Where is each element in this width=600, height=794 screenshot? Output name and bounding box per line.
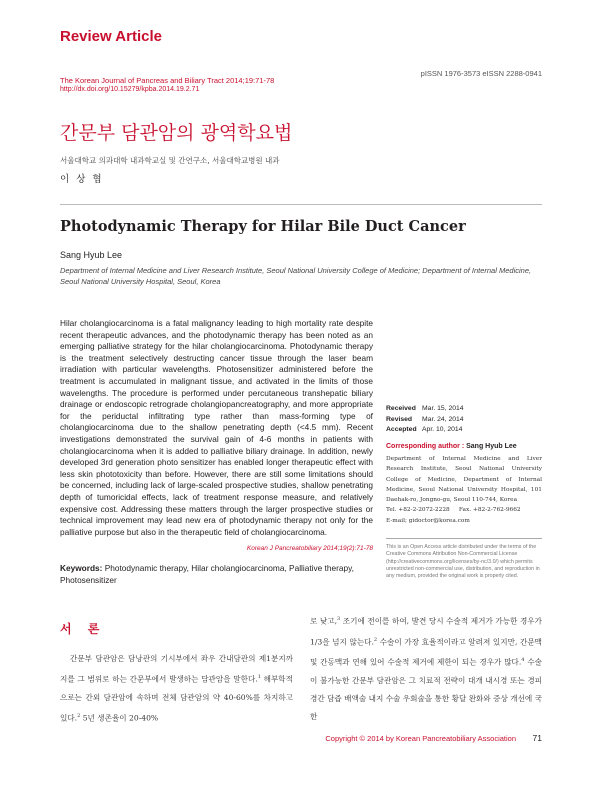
date-revised	[386, 415, 542, 426]
date-received	[386, 404, 542, 415]
body-column-left	[60, 650, 293, 727]
keywords-text: Photodynamic therapy, Hilar cholangiocarcinoma, Palliative therapy, Photosensitizer	[60, 563, 354, 585]
journal-citation: The Korean Journal of Pancreas and Biliary Tract 2014;19:71-78	[60, 76, 275, 85]
corresponding-author	[386, 443, 517, 450]
page-number: 71	[532, 733, 542, 743]
body-text: 간문부 담관암은 담낭관의 기시부에서 좌우 간내담관의 제1분지까지를 그 범위로 하는 간문부에서 발생하는 담관암을 말한다.	[60, 654, 293, 684]
divider	[60, 204, 542, 205]
body-text: 수술이 불가능한 간문부 담관암은 그 치료적 전략이 대개 내시경 또는 경피경간 담즙 배액술 내지 수술 우회술을 통한 황달 완화와 증상 개선에 국한	[310, 657, 542, 721]
english-author: Sang Hyub Lee	[60, 250, 123, 260]
reference-mark: 4	[521, 657, 525, 664]
reference-mark: 1	[257, 674, 261, 680]
body-text: 로 낮고,	[310, 616, 338, 626]
date-value: Mar. 24, 2014	[422, 415, 464, 423]
doi-link[interactable]: http://dx.doi.org/10.15279/kpba.2014.19.2.71	[60, 86, 200, 93]
keywords-label: Keywords:	[60, 563, 103, 573]
korean-title: 간문부 담관암의 광역학요법	[60, 122, 293, 144]
reference-mark: 2	[373, 636, 378, 643]
english-title: Photodynamic Therapy for Hilar Bile Duct Cancer	[60, 218, 466, 235]
issn: pISSN 1976-3573 eISSN 2288-0941	[420, 69, 542, 78]
korean-affiliation: 서울대학교 의과대학 내과학교실 및 간연구소, 서울대학교병원 내과	[60, 156, 280, 165]
section-title: 서 론	[60, 622, 106, 636]
date-label: Received	[386, 405, 416, 412]
body-text: 해부학적으로는 간외 담관암에 속하며 전체 담관암의 약 40-60%를 차지하고 있다.	[60, 674, 293, 723]
corresponding-label: Corresponding author :	[386, 443, 465, 450]
english-affiliation: Department of Internal Medicine and Liver Research Institute, Seoul National University College of Medicine; Department of Internal Medicine, Seoul National University Hospital, Seoul, Korea	[60, 266, 532, 286]
reference-mark: 2	[77, 712, 81, 719]
corresponding-fax: Fax. +82-2-762-9662	[458, 507, 521, 514]
body-text: 5년 생존율이 20-40%	[80, 713, 159, 723]
date-accepted	[386, 425, 542, 436]
korean-author: 이 상 협	[60, 174, 104, 185]
date-value: Apr. 10, 2014	[422, 426, 463, 433]
article-dates	[386, 404, 542, 436]
corresponding-tel: Tel. +82-2-2072-2228	[386, 507, 450, 514]
corresponding-name: Sang Hyub Lee	[466, 443, 517, 450]
short-citation: Korean J Pancreatobiliary 2014;19(2):71-78	[246, 545, 373, 552]
keywords	[60, 563, 373, 586]
reference-mark: 3	[337, 616, 341, 622]
divider	[386, 538, 542, 539]
article-type: Review Article	[60, 28, 162, 45]
corresponding-email[interactable]: E-mail; gidoctor@korea.com	[386, 517, 470, 524]
date-label: Revised	[386, 415, 413, 423]
corresponding-affiliation: Department of Internal Medicine and Liver Research Institute, Seoul National University College of Medicine, Department of Internal Medicine, Seoul National University Hospital, 101 Daehak-ro, Jongno-gu, Seoul 110-744, Korea	[386, 456, 542, 504]
abstract: Hilar cholangiocarcinoma is a fatal malignancy leading to high mortality rate despite recent therapeutic advances, and the photodynamic therapy has been noted as an emerging palliative strategy for the hilar cholangiocarcinoma. Photodynamic therapy is the treatment selectively destructing cancer tissue through the laser beam irradiation with particular wavelengths. Photosensitizer administered before the treatment is accumulated in malignant tissue, and activated in the limits of those wavelengths. The procedure is performed under percutaneous transhepatic biliary drainage or endoscopic retrograde cholangiopancreatography, and more appropriate for the periductal infiltrating type rather than mass-forming type of cholangiocarcinoma due to the shallow penetrating depth (<4.5 mm). Recent investigations demonstrated the survival gain of 4-6 months in patients with cholangiocarcinoma when it is added to palliative biliary drainage. In addition, newly developed 3rd generation photo sensitizer has enabled longer therapeutic effect with less skin phototoxicity than before. However, there are still some limitations should be concerned, including lack of large-scaled prospective studies, shallow penetrating depth of tumoricidal effects, lack of treatment response measure, and relatively expensive cost. Addressing these matters through the larger prospective studies or technical improvement may lead new era of photodynamic therapy not only for the palliative purpose but also in the therapeutic field of cholangiocarcinoma.	[60, 318, 373, 537]
corresponding-address	[386, 454, 542, 526]
body-column-right	[310, 610, 542, 726]
body-text: 조기에 전이를 하여, 발견 당시 수술적 제거가 가능한 경우가 1/3을 넘지 않는다.	[310, 616, 542, 647]
date-label: Accepted	[386, 426, 417, 433]
copyright-footer: Copyright © 2014 by Korean Pancreatobiliary Association	[325, 734, 516, 743]
open-access-notice: This is an Open Access article distributed under the terms of the Creative Commons Attribution Non-Commercial License (http://creativecommons.org/licenses/by-nc/3.0/) which permits unrestricted non-commercial use, distribution, and reproduction in any medium, provided the original work is properly cited.	[386, 544, 540, 580]
date-value: Mar. 15, 2014	[422, 405, 464, 412]
body-text: 수술이 가장 효율적이라고 알려져 있지만, 간문맥 및 간동맥과 연해 있어 수술적 제거에 제한이 되는 경우가 많다.	[310, 637, 542, 667]
